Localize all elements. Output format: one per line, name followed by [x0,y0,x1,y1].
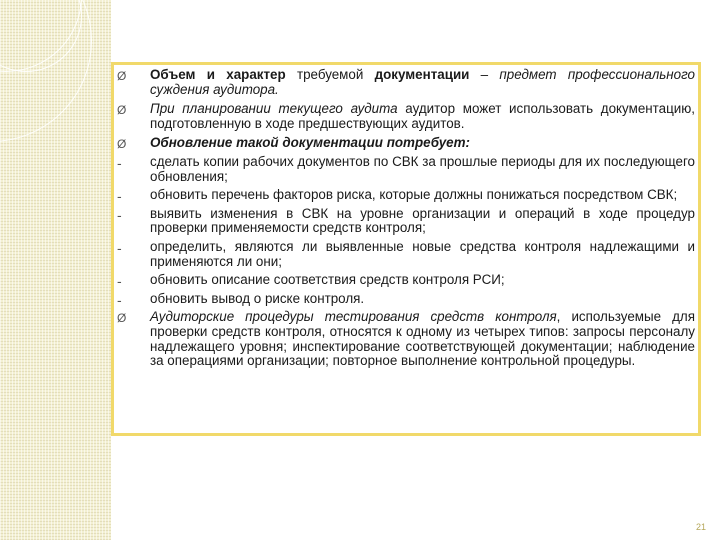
dash-bullet-icon: - [117,273,122,290]
bullet-text [150,136,695,151]
arrow-bullet-item [117,68,695,97]
arrow-bullet-icon: Ø [117,137,127,152]
bullet-text [150,68,695,97]
dash-bullet-item [117,240,695,269]
dash-bullet-icon: - [117,154,122,171]
bullet-text [150,188,695,203]
text-run: предмет профессионального суждения аудитора. [150,67,696,97]
bullet-text [150,207,695,236]
bullet-text [150,240,695,269]
text-run: Объем и характер [150,67,297,82]
text-run: требуемой [296,67,375,82]
bullet-list [117,68,695,369]
dash-bullet-item [117,273,695,288]
bullet-text [150,273,695,288]
text-run: определить, являются ли выявленные новые средства контроля надлежащими и применяются ли они; [150,238,695,269]
text-run: документации [374,67,470,82]
text-run: обновить описание соответствия средств контроля РСИ; [150,272,505,288]
dash-bullet-item [117,292,695,307]
bullet-text [150,292,695,307]
text-run: обновить вывод о риске контроля. [150,290,365,306]
dash-bullet-item [117,207,695,236]
dash-bullet-icon: - [117,206,122,223]
dash-bullet-item [117,188,695,203]
text-run: , используемые для проверки средств контроля, относятся к одному из четырех типов: запросы персоналу надлежащего уровня; инспектирование соответствующей документации; наблюдение за операциями организации; повторное выполнение контрольной процедуры. [150,309,695,369]
arrow-bullet-icon: Ø [117,69,127,83]
page-number: 21 [695,522,706,532]
text-run: – [469,67,500,82]
arrow-bullet-item [117,310,695,368]
bullet-text [150,310,695,368]
text-run: При планировании текущего аудита [150,101,398,117]
arrow-bullet-item [117,136,695,151]
text-run: сделать копии рабочих документов по СВК за прошлые периоды для их последующего обновления; [150,153,695,184]
dash-bullet-icon: - [117,188,122,205]
text-run: Обновление такой документации потребует: [150,135,470,151]
text-run: аудитор может использовать документацию, подготовленную в ходе предшествующих аудитов. [150,101,695,131]
arrow-bullet-item [117,102,695,131]
bullet-text [150,155,695,184]
decorative-side-pattern [0,0,111,540]
text-run: обновить перечень факторов риска, которые должны понижаться посредством СВК; [150,187,678,203]
dash-bullet-item [117,155,695,184]
dash-bullet-icon: - [117,239,122,256]
text-run: Аудиторские процедуры тестирования средств контроля [150,309,557,325]
arrow-bullet-icon: Ø [117,311,127,326]
dash-bullet-icon: - [117,291,122,308]
bullet-text [150,102,695,131]
arrow-bullet-icon: Ø [117,103,127,118]
text-run: выявить изменения в СВК на уровне организации и операций в ходе процедур проверки применяемости средств контроля; [150,205,695,236]
